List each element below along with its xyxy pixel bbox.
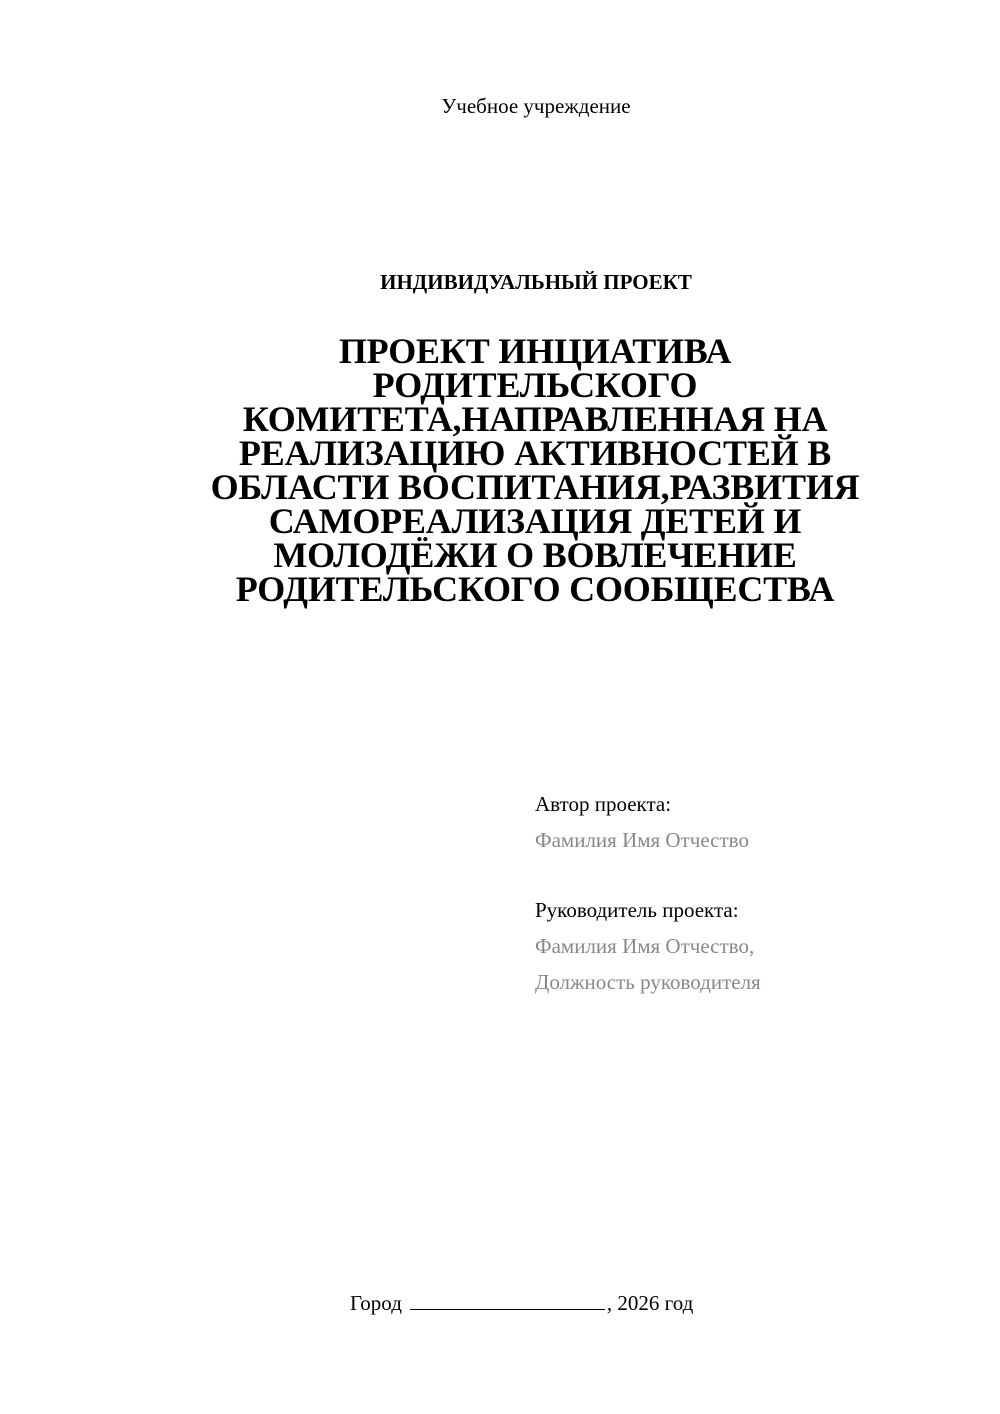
- project-type-heading: ИНДИВИДУАЛЬНЫЙ ПРОЕКТ: [380, 270, 692, 294]
- supervisor-name-placeholder: Фамилия Имя Отчество,: [535, 934, 755, 958]
- author-name-placeholder: Фамилия Имя Отчество: [535, 828, 749, 852]
- city-label: Город: [350, 1291, 402, 1315]
- project-title-line: ПРОЕКТ ИНЦИАТИВА: [338, 331, 732, 371]
- author-block: [535, 786, 955, 858]
- supervisor-position-placeholder: Должность руководителя: [535, 970, 761, 994]
- project-title-line: РЕАЛИЗАЦИЮ АКТИВНОСТЕЙ В: [238, 433, 832, 473]
- project-title-line: ОБЛАСТИ ВОСПИТАНИЯ,РАЗВИТИЯ: [210, 467, 860, 507]
- project-title-line: САМОРЕАЛИЗАЦИЯ ДЕТЕЙ И: [268, 501, 802, 541]
- project-title: [150, 331, 920, 609]
- city-blank-line: [410, 1289, 605, 1310]
- project-title-line: РОДИТЕЛЬСКОГО СООБЩЕСТВА: [235, 569, 835, 609]
- project-title-line: МОЛОДЁЖИ О ВОВЛЕЧЕНИЕ: [273, 535, 797, 575]
- project-title-line: КОМИТЕТА,НАПРАВЛЕННАЯ НА: [242, 399, 828, 439]
- footer-city-year: [350, 1288, 850, 1318]
- supervisor-block: [535, 892, 955, 1000]
- supervisor-label: Руководитель проекта:: [535, 898, 739, 922]
- project-title-line: РОДИТЕЛЬСКОГО: [372, 365, 698, 405]
- year-text: , 2026 год: [606, 1291, 694, 1315]
- institution-name: Учебное учреждение: [441, 94, 631, 118]
- author-label: Автор проекта:: [535, 792, 672, 816]
